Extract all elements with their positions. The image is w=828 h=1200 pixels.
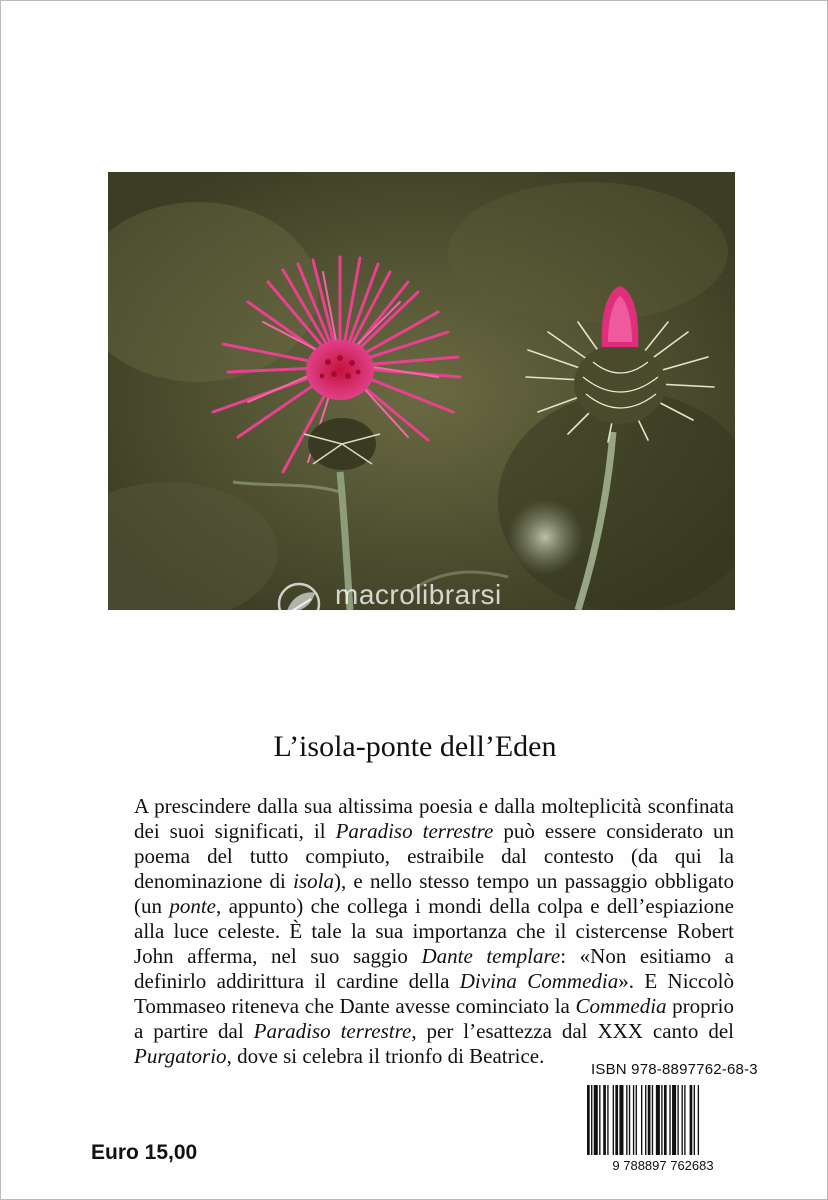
barcode-bar [652,1085,653,1155]
barcode-bar [672,1085,676,1155]
price-label: Euro 15,00 [91,1141,198,1164]
barcode-bar [607,1085,608,1155]
blurb-italic-phrase: Divina Commedia [459,969,619,993]
blurb-text: , per l’esattezza dal XXX canto del [411,1019,734,1043]
book-section-title: L’isola-ponte dell’Eden [273,730,557,763]
blurb-text: proprio a partire dal [134,994,734,1043]
isbn-barcode [583,1085,743,1173]
thistle-illustration [108,172,735,610]
blurb-text: , appunto) che collega i mondi della colpa e dell’espiazione alla luce celeste. È tale la sua importanza che il cistercense Robert John afferma, nel suo saggio [134,894,734,968]
blurb-italic-phrase: Paradiso terrestre [335,819,494,843]
barcode-bars [587,1085,699,1155]
blurb-italic-phrase: Dante templare [421,944,561,968]
leaf-logo-icon [269,581,329,627]
barcode-bar [599,1085,600,1155]
barcode-bar [656,1085,660,1155]
blurb-text: : «Non esitiamo a definirlo addirittura il cardine della [134,944,734,993]
barcode-bar [613,1085,614,1155]
barcode-bar [603,1085,606,1155]
barcode-bar [698,1085,699,1155]
macrolibrarsi-watermark [269,579,569,629]
watermark-tagline: ALTERNATIVA NATURALE [339,613,508,623]
barcode-bar [648,1085,651,1155]
blurb-text: A prescindere dalla sua altissima poesia e dalla molteplicità sconfinata dei suoi significati, il [134,794,734,843]
barcode-digits: 9 788897 762683 [612,1158,714,1173]
back-cover-blurb [134,794,734,1069]
blurb-text: ». E Niccolò Tommaseo riteneva che Dante avesse cominciato la [134,969,735,1018]
barcode-bar [636,1085,637,1155]
barcode-bar [626,1085,627,1155]
barcode-bar [594,1085,598,1155]
blurb-text: può essere considerato un poema del tutto compiuto, estraibile dal contesto (da qui la denominazione di [134,819,734,893]
barcode-bar [615,1085,618,1155]
barcode-bar [682,1085,683,1155]
barcode-bar [619,1085,623,1155]
barcode-bar [669,1085,670,1155]
barcode-bar [684,1085,685,1155]
blurb-text: , dove si celebra il trionfo di Beatrice. [226,1044,545,1068]
barcode-bar [641,1085,642,1155]
blurb-italic-phrase: ponte [169,894,216,918]
blurb-italic-phrase: isola [293,869,334,893]
barcode-bar [690,1085,693,1155]
blurb-italic-phrase: Commedia [575,994,667,1018]
barcode-bar [677,1085,678,1155]
watermark-name: macrolibrarsi [335,579,502,610]
thistle-photo [108,172,735,610]
barcode-bar [587,1085,590,1155]
barcode-bar [633,1085,634,1155]
barcode-bar [629,1085,630,1155]
barcode-bar [645,1085,646,1155]
blurb-text: ), e nello stesso tempo un passaggio obbligato (un [134,869,734,918]
barcode-bar [664,1085,667,1155]
barcode-bar [591,1085,592,1155]
blurb-italic-phrase: Purgatorio [134,1044,227,1068]
barcode-bar [694,1085,695,1155]
blurb-italic-phrase: Paradiso terrestre [253,1019,412,1043]
isbn-label: ISBN 978-8897762-68-3 [591,1061,758,1078]
barcode-bar [661,1085,662,1155]
